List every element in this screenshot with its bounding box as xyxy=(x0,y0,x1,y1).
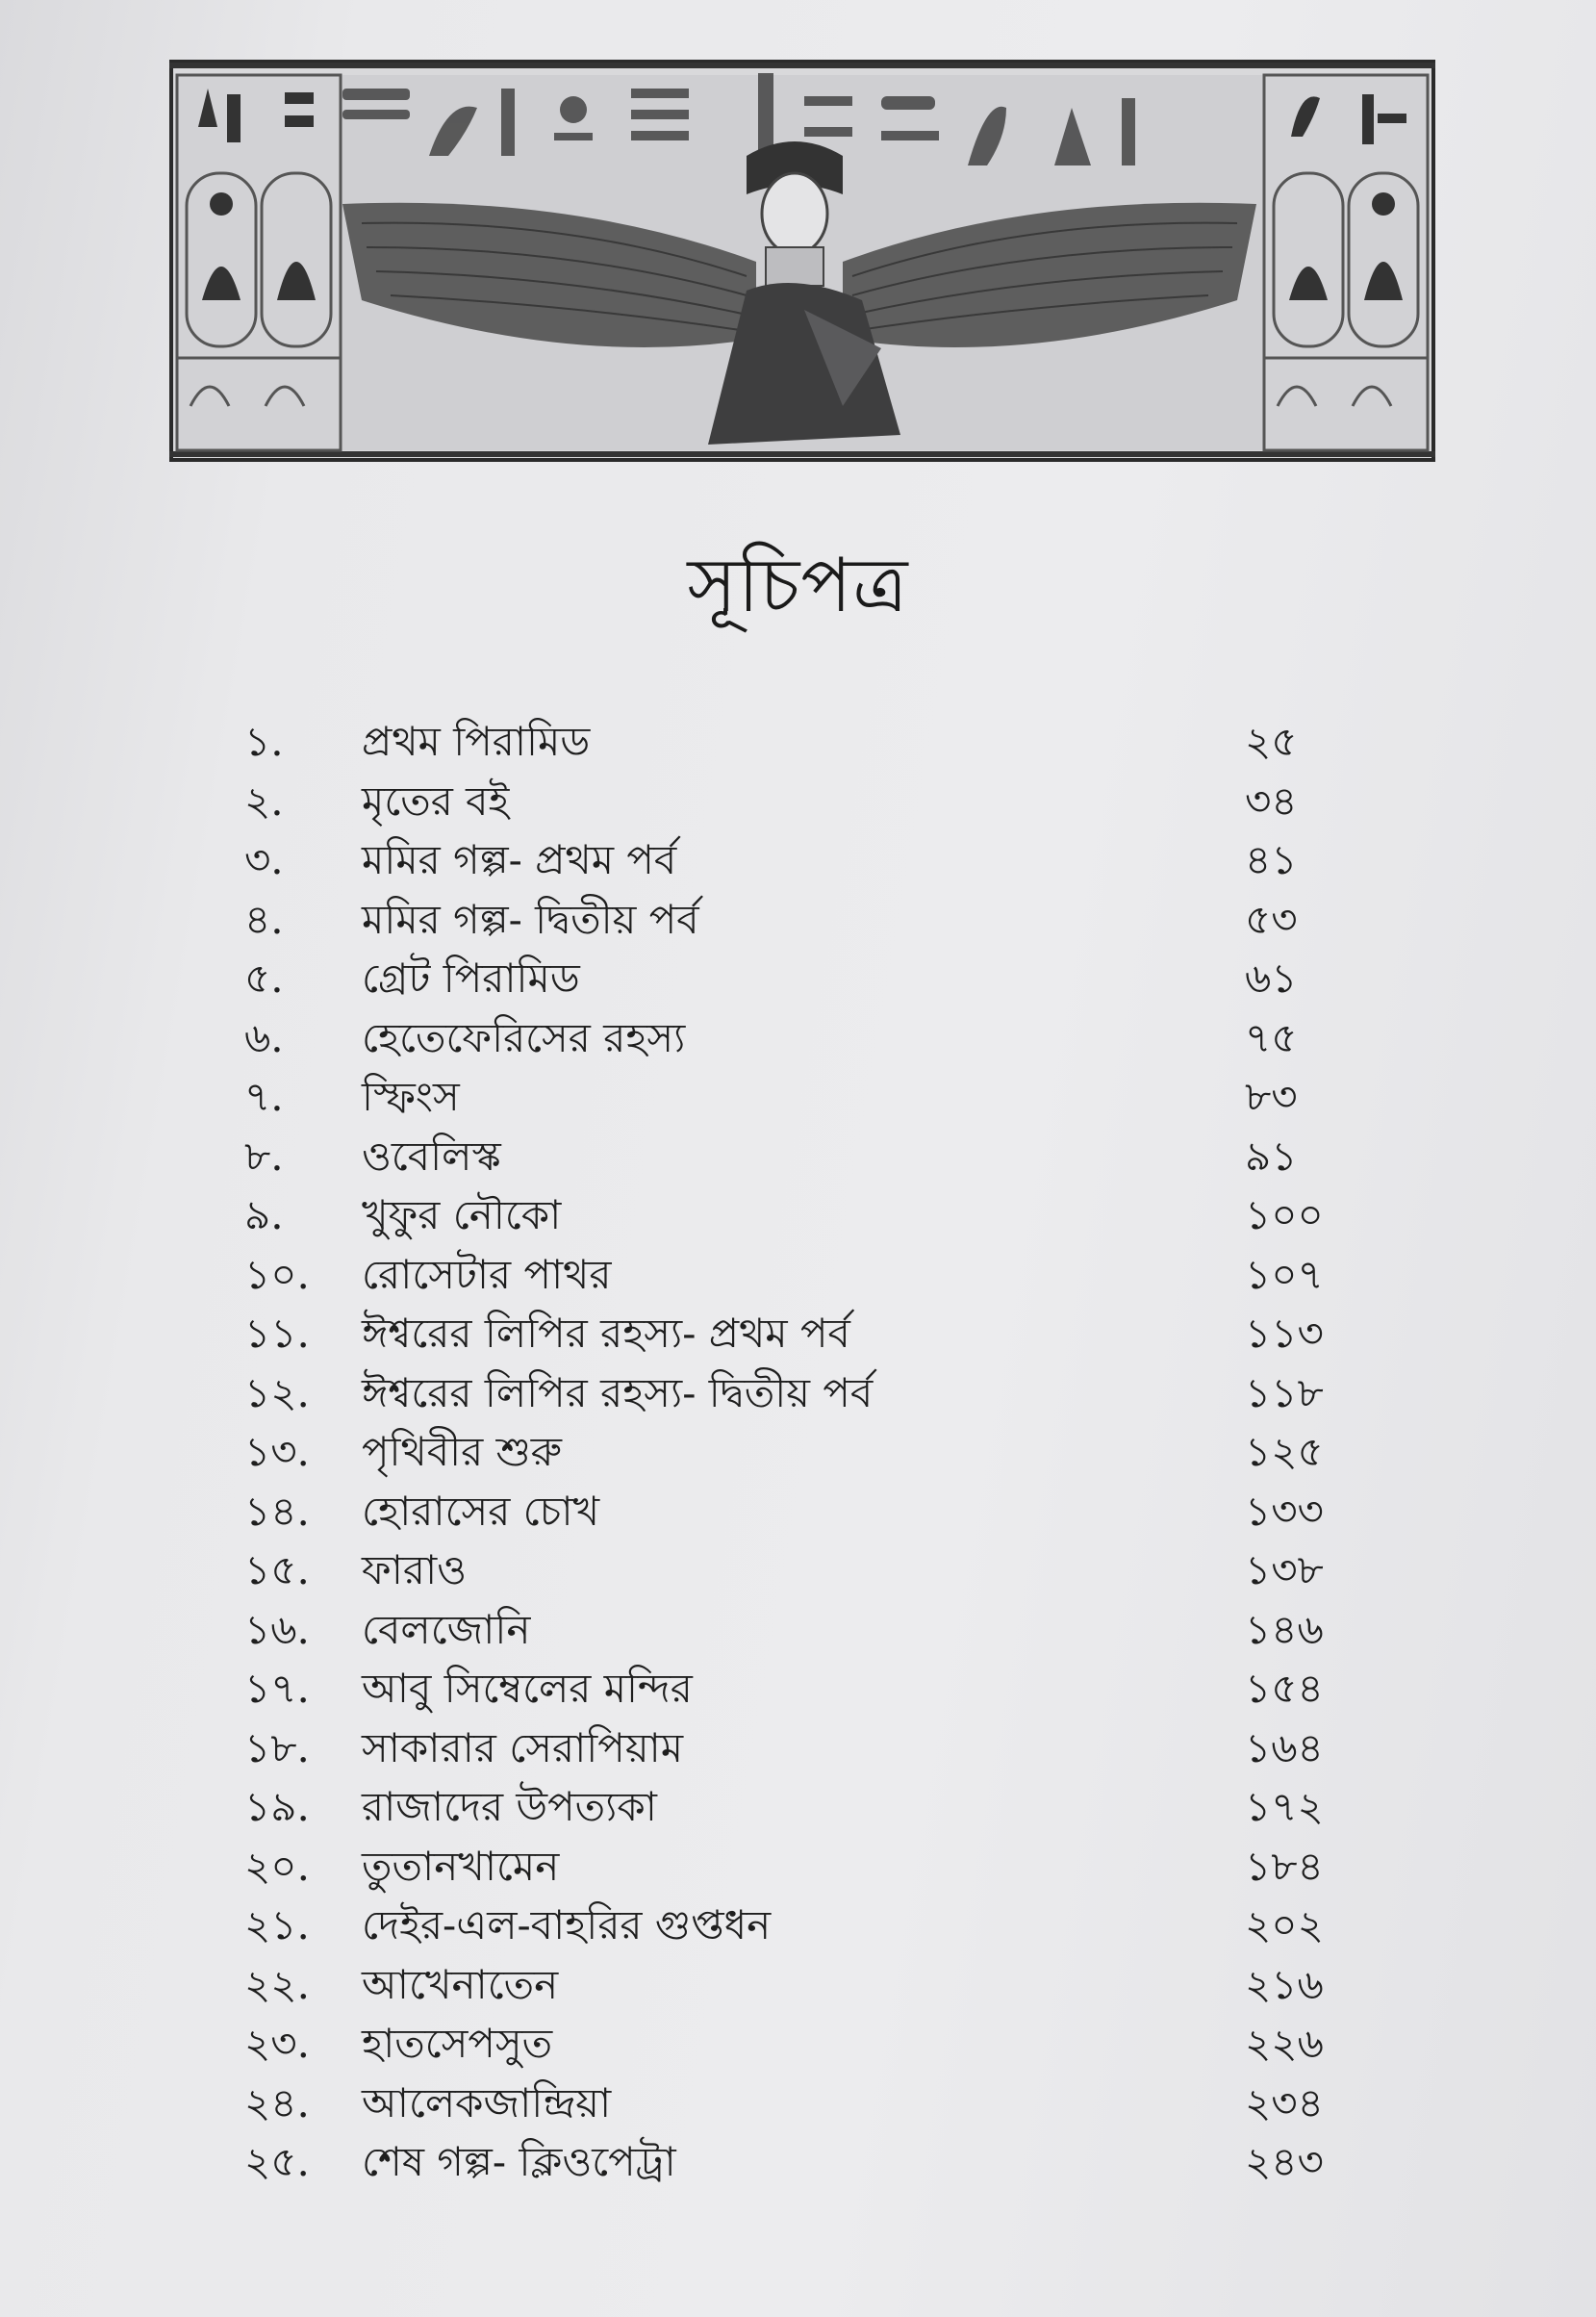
page-number: ১৫৪ xyxy=(1245,1665,1324,1712)
page-number: ২৩৪ xyxy=(1245,2078,1324,2126)
toc-row xyxy=(244,1482,1380,1541)
toc-row xyxy=(244,712,1380,772)
toc-row xyxy=(244,1363,1380,1423)
chapter-title: স্ফিংস xyxy=(362,1073,460,1120)
chapter-number: ১৯. xyxy=(244,1783,310,1830)
chapter-title: পৃথিবীর শুরু xyxy=(362,1428,562,1475)
chapter-number: ১১. xyxy=(244,1310,310,1357)
toc-row xyxy=(244,1659,1380,1719)
page-number: ১৪৬ xyxy=(1245,1605,1324,1653)
page-number: ৫৩ xyxy=(1245,895,1298,943)
chapter-title: ওবেলিস্ক xyxy=(362,1132,501,1180)
chapter-title: হোরাসের চোখ xyxy=(362,1487,600,1535)
page-number: ১১৩ xyxy=(1245,1310,1324,1357)
chapter-number: ২০. xyxy=(244,1842,310,1890)
chapter-title: দেইর-এল-বাহরির গুপ্তধন xyxy=(362,1901,772,1948)
chapter-number: ২৪. xyxy=(244,2078,310,2126)
page-number: ১৬৪ xyxy=(1245,1723,1324,1771)
page-number: ৬১ xyxy=(1245,955,1298,1002)
page-number: ৯১ xyxy=(1245,1132,1298,1180)
toc-row xyxy=(244,1955,1380,2015)
chapter-title: আখেনাতেন xyxy=(362,1960,559,2008)
chapter-title: তুতানখামেন xyxy=(362,1842,560,1890)
toc-row xyxy=(244,1008,1380,1068)
toc-row xyxy=(244,1837,1380,1897)
chapter-title: গ্রেট পিরামিড xyxy=(362,955,580,1002)
toc-row xyxy=(244,1304,1380,1363)
egyptian-winged-goddess-relief-icon xyxy=(169,60,1435,462)
chapter-number: ৩. xyxy=(244,836,284,883)
toc-row xyxy=(244,949,1380,1008)
page-number: ২৪৩ xyxy=(1245,2138,1324,2185)
page-title: সূচিপত্র xyxy=(687,543,909,629)
chapter-number: ৫. xyxy=(244,955,284,1002)
chapter-number: ১৬. xyxy=(244,1605,310,1653)
chapter-title: রাজাদের উপত্যকা xyxy=(362,1783,657,1830)
toc-row xyxy=(244,1245,1380,1305)
chapter-number: ২৫. xyxy=(244,2138,310,2185)
chapter-title: হেতেফেরিসের রহস্য xyxy=(362,1013,686,1061)
chapter-number: ৪. xyxy=(244,895,284,943)
page-number: ৩৪ xyxy=(1245,777,1298,825)
chapter-number: ২১. xyxy=(244,1901,310,1948)
toc-row xyxy=(244,772,1380,831)
chapter-title: আলেকজান্দ্রিয়া xyxy=(362,2078,612,2126)
chapter-number: ১৪. xyxy=(244,1487,310,1535)
chapter-title: মৃতের বই xyxy=(362,777,510,825)
page-number: ২১৬ xyxy=(1245,1960,1324,2008)
page-number: ১৩৩ xyxy=(1245,1487,1324,1535)
toc-row xyxy=(244,2132,1380,2192)
page-number: ২২৬ xyxy=(1245,2020,1324,2067)
chapter-title: মমির গল্প- প্রথম পর্ব xyxy=(362,836,677,883)
table-of-contents xyxy=(244,712,1380,2192)
toc-row xyxy=(244,830,1380,890)
page-number: ২৫ xyxy=(1245,718,1298,765)
chapter-number: ৯. xyxy=(244,1191,284,1238)
chapter-title: ফারাও xyxy=(362,1546,468,1593)
toc-row xyxy=(244,1777,1380,1837)
chapter-number: ১৩. xyxy=(244,1428,310,1475)
page-number: ১৮৪ xyxy=(1245,1842,1324,1890)
toc-row xyxy=(244,1600,1380,1660)
page-number: ১১৮ xyxy=(1245,1368,1324,1416)
chapter-number: ২২. xyxy=(244,1960,310,2008)
toc-row xyxy=(244,1719,1380,1778)
chapter-number: ৬. xyxy=(244,1013,284,1061)
page-number: ১০০ xyxy=(1245,1191,1324,1238)
toc-row xyxy=(244,1067,1380,1127)
chapter-title: ঈশ্বরের লিপির রহস্য- প্রথম পর্ব xyxy=(362,1310,850,1357)
chapter-title: শেষ গল্প- ক্লিওপেট্রা xyxy=(362,2138,676,2185)
chapter-number: ১৫. xyxy=(244,1546,310,1593)
chapter-title: হাতসেপসুত xyxy=(362,2020,553,2067)
chapter-title: আবু সিম্বেলের মন্দির xyxy=(362,1665,693,1712)
chapter-number: ৭. xyxy=(244,1073,284,1120)
page-number: ১৭২ xyxy=(1245,1783,1324,1830)
page-number: ৪১ xyxy=(1245,836,1298,883)
toc-row xyxy=(244,1422,1380,1482)
page-number: ৮৩ xyxy=(1245,1073,1298,1120)
chapter-title: খুফুর নৌকো xyxy=(362,1191,562,1238)
toc-row xyxy=(244,1185,1380,1245)
chapter-title: প্রথম পিরামিড xyxy=(362,718,591,765)
chapter-number: ১৭. xyxy=(244,1665,310,1712)
chapter-title: ঈশ্বরের লিপির রহস্য- দ্বিতীয় পর্ব xyxy=(362,1368,874,1416)
chapter-title: বেলজোনি xyxy=(362,1605,531,1653)
toc-row xyxy=(244,1896,1380,1955)
page-number: ৭৫ xyxy=(1245,1013,1298,1061)
toc-row xyxy=(244,2074,1380,2133)
page-number: ১২৫ xyxy=(1245,1428,1324,1475)
chapter-number: ১২. xyxy=(244,1368,310,1416)
toc-row xyxy=(244,1127,1380,1186)
chapter-number: ২৩. xyxy=(244,2020,310,2067)
chapter-number: ১৮. xyxy=(244,1723,310,1771)
chapter-number: ৮. xyxy=(244,1132,284,1180)
chapter-number: ১. xyxy=(244,718,284,765)
chapter-number: ২. xyxy=(244,777,284,825)
toc-row xyxy=(244,1540,1380,1600)
page-number: ২০২ xyxy=(1245,1901,1324,1948)
toc-row xyxy=(244,2014,1380,2074)
chapter-title: মমির গল্প- দ্বিতীয় পর্ব xyxy=(362,895,699,943)
chapter-title: সাকারার সেরাপিয়াম xyxy=(362,1723,684,1771)
toc-row xyxy=(244,890,1380,950)
chapter-title: রোসেটার পাথর xyxy=(362,1250,612,1298)
page-number: ১৩৮ xyxy=(1245,1546,1324,1593)
page-number: ১০৭ xyxy=(1245,1250,1324,1298)
chapter-number: ১০. xyxy=(244,1250,310,1298)
